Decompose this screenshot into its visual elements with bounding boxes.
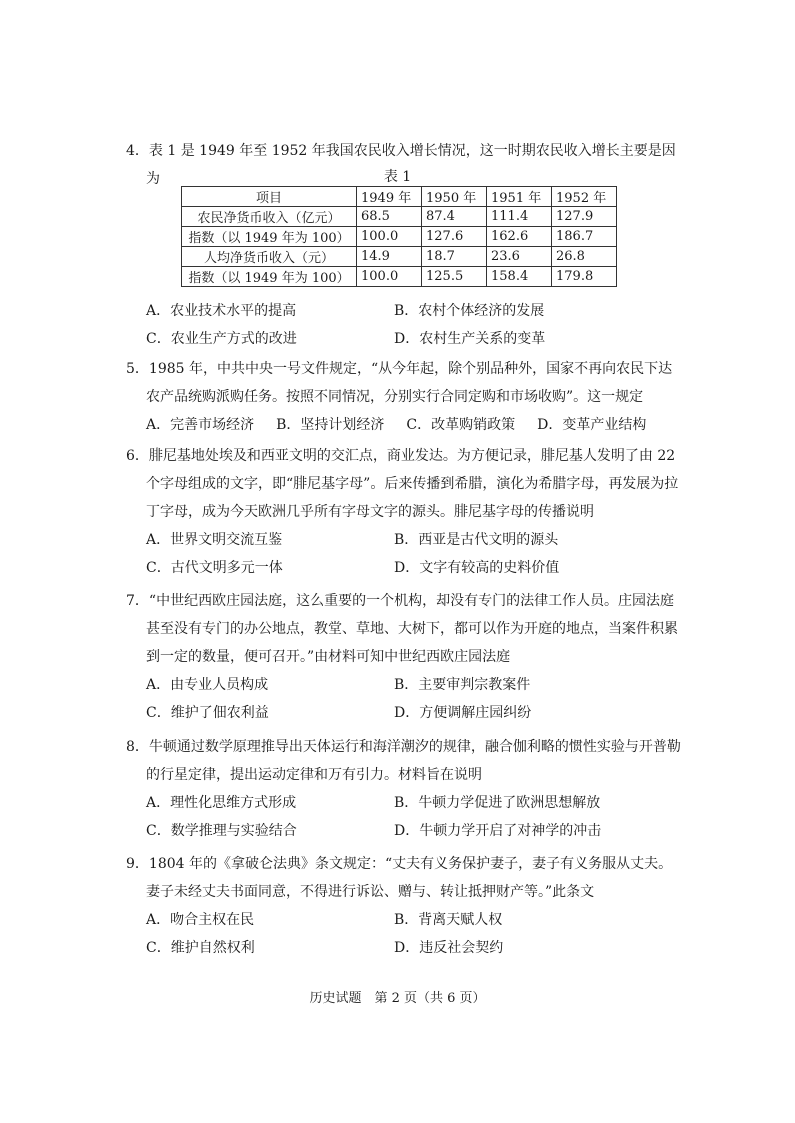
table-cell: 127.9 <box>552 207 617 227</box>
table-header-cell: 1950 年 <box>422 187 487 207</box>
question-4-options-block <box>126 297 686 353</box>
option-c[interactable]: C．数学推理与实验结合 <box>146 823 297 839</box>
table-cell: 18.7 <box>422 247 487 267</box>
table-cell: 100.0 <box>357 227 422 247</box>
question-6-stem: 6．腓尼基地处埃及和西亚文明的交汇点，商业发达。为方便记录，腓尼基人发明了由 22 个字母组成的文字，即“腓尼基字母”。后来传播到希腊，演化为希腊字母，再发展为拉丁字母，成为今天欧洲几乎所有字母文字的源头。腓尼基字母的传播说明 <box>126 448 679 520</box>
question-5-options <box>126 411 686 439</box>
option-b[interactable]: B．背离天赋人权 <box>394 912 503 928</box>
option-b[interactable]: B．农村个体经济的发展 <box>394 303 545 319</box>
question-4-stem: 4．表 1 是 1949 年至 1952 年我国农民收入增长情况，这一时期农民收入增长主要是因为 <box>126 143 676 187</box>
table-header-cell: 1949 年 <box>357 187 422 207</box>
income-table <box>181 186 617 287</box>
question-6 <box>126 442 686 582</box>
table-cell: 农民净货币收入（亿元） <box>182 207 357 227</box>
table-row <box>182 267 617 287</box>
option-a[interactable]: A．世界文明交流互鉴 <box>146 532 283 548</box>
table-cell: 指数（以 1949 年为 100） <box>182 227 357 247</box>
page-footer: 历史试题 第 2 页（共 6 页） <box>309 991 486 1006</box>
table-cell: 68.5 <box>357 207 422 227</box>
option-c[interactable]: C．维护自然权利 <box>146 940 255 956</box>
option-d[interactable]: D．文字有较高的史料价值 <box>394 560 560 576</box>
option-c[interactable]: C．农业生产方式的改进 <box>146 331 297 347</box>
question-9-stem: 9．1804 年的《拿破仑法典》条文规定：“丈夫有义务保护妻子，妻子有义务服从丈夫。妻子未经丈夫书面同意，不得进行诉讼、赠与、转让抵押财产等。”此条文 <box>126 856 673 900</box>
question-7-options <box>126 671 686 727</box>
option-d[interactable]: D．变革产业结构 <box>537 417 647 433</box>
table-row <box>182 227 617 247</box>
table-header-cell: 1951 年 <box>487 187 552 207</box>
option-c[interactable]: C．维护了佃农利益 <box>146 705 269 721</box>
table-caption: 表 1 <box>383 169 412 185</box>
question-5 <box>126 355 686 439</box>
table-cell: 111.4 <box>487 207 552 227</box>
table-cell: 人均净货币收入（元） <box>182 247 357 267</box>
table-header-row <box>182 187 617 207</box>
option-c[interactable]: C．改革购销政策 <box>406 417 516 433</box>
option-a[interactable]: A．完善市场经济 <box>146 417 255 433</box>
table-cell: 100.0 <box>357 267 422 287</box>
question-8-stem: 8．牛顿通过数学原理推导出天体运行和海洋潮汐的规律，融合伽利略的惯性实验与开普勒的行星定律，提出运动定律和万有引力。材料旨在说明 <box>126 739 681 783</box>
question-7-stem: 7．“中世纪西欧庄园法庭，这么重要的一个机构，却没有专门的法律工作人员。庄园法庭甚至没有专门的办公地点，教堂、草地、大树下，都可以作为开庭的地点，当案件积累到一定的数量，便可召开。”由材料可知中世纪西欧庄园法庭 <box>126 593 678 665</box>
question-4-options <box>126 297 686 353</box>
question-9-options <box>126 906 686 962</box>
option-a[interactable]: A．由专业人员构成 <box>146 677 269 693</box>
table-cell: 125.5 <box>422 267 487 287</box>
option-b[interactable]: B．主要审判宗教案件 <box>394 677 531 693</box>
table-cell: 179.8 <box>552 267 617 287</box>
table-header-cell: 1952 年 <box>552 187 617 207</box>
option-b[interactable]: B．西亚是古代文明的源头 <box>394 532 559 548</box>
option-d[interactable]: D．方便调解庄园纠纷 <box>394 705 532 721</box>
table-cell: 127.6 <box>422 227 487 247</box>
table-cell: 158.4 <box>487 267 552 287</box>
table-row <box>182 247 617 267</box>
question-8-options <box>126 789 686 845</box>
option-c[interactable]: C．古代文明多元一体 <box>146 560 283 576</box>
table-cell: 87.4 <box>422 207 487 227</box>
table-cell: 23.6 <box>487 247 552 267</box>
table-cell: 162.6 <box>487 227 552 247</box>
option-b[interactable]: B．牛顿力学促进了欧洲思想解放 <box>394 795 601 811</box>
question-7 <box>126 587 686 727</box>
question-5-stem: 5．1985 年，中共中央一号文件规定，“从今年起，除个别品种外，国家不再向农民下达农产品统购派购任务。按照不同情况，分别实行合同定购和市场收购”。这一规定 <box>126 361 673 405</box>
table-cell: 186.7 <box>552 227 617 247</box>
question-6-options <box>126 526 686 582</box>
table-cell: 14.9 <box>357 247 422 267</box>
table-row <box>182 207 617 227</box>
question-9 <box>126 850 686 962</box>
option-a[interactable]: A．吻合主权在民 <box>146 912 255 928</box>
table-header-cell: 项目 <box>182 187 357 207</box>
option-d[interactable]: D．农村生产关系的变革 <box>394 331 546 347</box>
option-d[interactable]: D．牛顿力学开启了对神学的冲击 <box>394 823 602 839</box>
option-b[interactable]: B．坚持计划经济 <box>276 417 385 433</box>
option-d[interactable]: D．违反社会契约 <box>394 940 504 956</box>
table-cell: 26.8 <box>552 247 617 267</box>
option-a[interactable]: A．理性化思维方式形成 <box>146 795 297 811</box>
question-8 <box>126 733 686 845</box>
table-cell: 指数（以 1949 年为 100） <box>182 267 357 287</box>
option-a[interactable]: A．农业技术水平的提高 <box>146 303 297 319</box>
